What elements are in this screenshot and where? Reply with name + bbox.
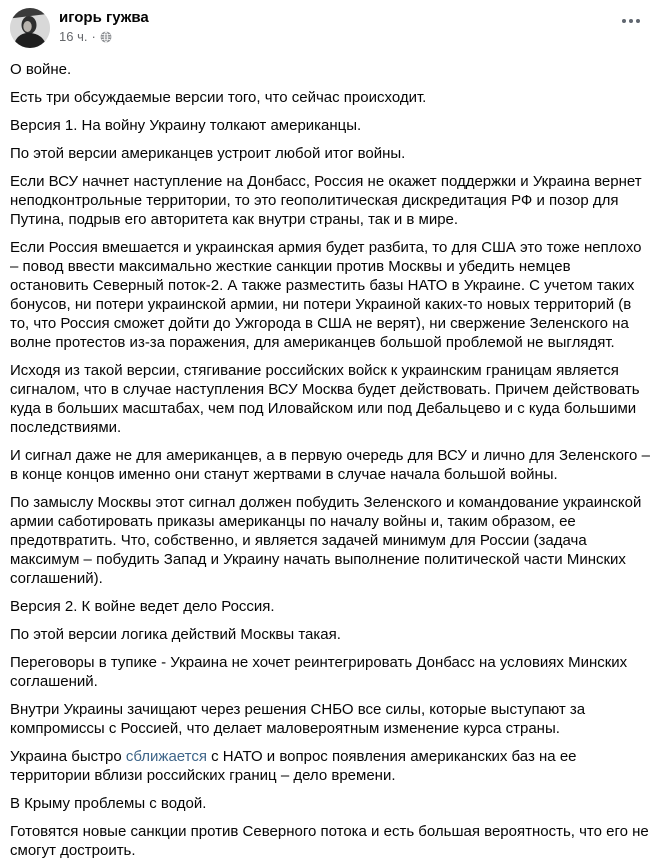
- paragraph-text: Версия 2. К войне ведет дело Россия.: [10, 598, 275, 615]
- paragraph-text: По замыслу Москвы этот сигнал должен побудить Зеленского и командование украинской армии саботировать приказы американцы по началу войны и, таким образом, ее предотвратить. Что, собственно, и является задачей минимум для России (задача максимум – побудить Запад и Украину начать выполнение политической части Минских соглашений).: [10, 494, 642, 587]
- ellipsis-dot: [636, 19, 640, 23]
- paragraph-text: Внутри Украины зачищают через решения СНБО все силы, которые выступают за компромиссы с Россией, что делает маловероятным изменение курса страны.: [10, 701, 586, 737]
- globe-icon: [100, 31, 112, 43]
- post-meta: [59, 29, 649, 45]
- more-options-button[interactable]: [618, 15, 644, 27]
- post-paragraph: [10, 625, 653, 644]
- post-paragraph: [10, 361, 653, 437]
- meta-separator: ·: [91, 29, 96, 44]
- timestamp[interactable]: 16 ч.: [59, 29, 88, 44]
- paragraph-text: Украина быстро: [10, 748, 126, 765]
- post-paragraph: [10, 747, 653, 785]
- paragraph-text: Исходя из такой версии, стягивание российских войск к украинским границам является сигналом, что в случае наступления ВСУ Москва будет действовать. Причем действовать куда в больших масштабах, чем под Иловайском или под Дебальцево и с куда большими последствиями.: [10, 362, 640, 436]
- post-paragraph: [10, 88, 653, 107]
- paragraph-text: Есть три обсуждаемые версии того, что сейчас происходит.: [10, 89, 427, 106]
- paragraph-text: По этой версии логика действий Москвы такая.: [10, 626, 341, 643]
- post-paragraph: [10, 700, 653, 738]
- post-paragraph: [10, 238, 653, 352]
- paragraph-text: Если Россия вмешается и украинская армия будет разбита, то для США это тоже неплохо – повод ввести максимально жесткие санкции против Москвы и убедить немцев остановить Северный поток-2. А также разместить базы НАТО в Украине. С учетом таких бонусов, ни потери украинской армии, ни потери Украиной каких-то новых территорий (в то, что Россия сможет дойти до Ужгорода в США не верят), ни свержение Зеленского на волне протестов из-за поражения, для американцев большой проблемой не выглядят.: [10, 239, 642, 351]
- post-paragraph: [10, 493, 653, 588]
- post-paragraph: [10, 172, 653, 229]
- header-info: [59, 8, 649, 45]
- post-paragraph: [10, 144, 653, 163]
- paragraph-text: О войне.: [10, 61, 72, 78]
- profile-photo: [10, 8, 50, 48]
- paragraph-text: По этой версии американцев устроит любой итог войны.: [10, 145, 406, 162]
- post-paragraph: [10, 794, 653, 813]
- avatar[interactable]: [10, 8, 50, 48]
- ellipsis-dot: [629, 19, 633, 23]
- paragraph-text: Версия 1. На войну Украину толкают американцы.: [10, 117, 362, 134]
- post-paragraph: [10, 597, 653, 616]
- post-header: [0, 0, 665, 48]
- paragraph-text: И сигнал даже не для американцев, а в первую очередь для ВСУ и лично для Зеленского – в конце концов именно они станут жертвами в случае начала большой войны.: [10, 447, 650, 483]
- paragraph-text: Готовятся новые санкции против Северного потока и есть большая вероятность, что его не смогут достроить.: [10, 823, 649, 859]
- inline-link[interactable]: сближается: [125, 748, 207, 765]
- post-paragraph: [10, 60, 653, 79]
- post-paragraph: [10, 446, 653, 484]
- paragraph-text: Если ВСУ начнет наступление на Донбасс, Россия не окажет поддержки и Украина вернет неподконтрольные территории, то это геополитическая дискредитация РФ и позор для Путина, подрыв его авторитета как внутри страны, так и в мире.: [10, 173, 642, 228]
- ellipsis-dot: [622, 19, 626, 23]
- paragraph-text: с НАТО и вопрос появления американских баз на ее территории вблизи российских границ – дело времени.: [10, 748, 577, 784]
- author-name[interactable]: игорь гужва: [59, 9, 149, 26]
- post-paragraph: [10, 822, 653, 860]
- paragraph-text: Переговоры в тупике - Украина не хочет реинтегрировать Донбасс на условиях Минских соглашений.: [10, 654, 628, 690]
- post-body: [0, 48, 665, 860]
- post-paragraph: [10, 653, 653, 691]
- post-paragraph: [10, 116, 653, 135]
- paragraph-text: В Крыму проблемы с водой.: [10, 795, 207, 812]
